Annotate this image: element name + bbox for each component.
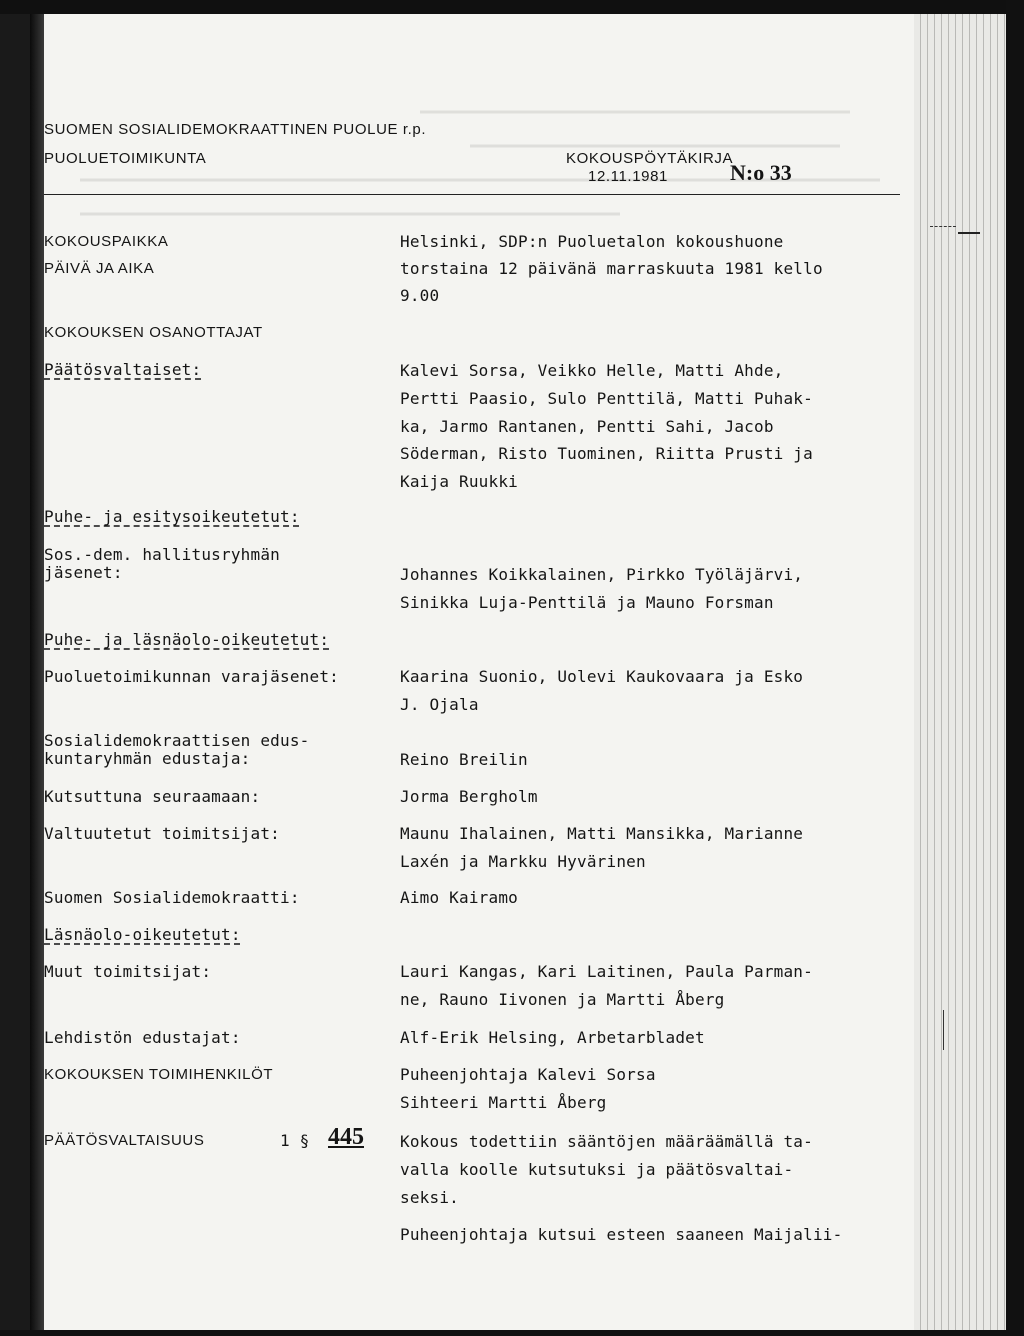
label-meeting-place: KOKOUSPAIKKA: [44, 233, 169, 250]
margin-bar: [943, 1010, 944, 1050]
value-parliamentary-group-1: Johannes Koikkalainen, Pirkko Työläjärvi,: [400, 565, 804, 584]
meeting-date: 12.11.1981: [588, 168, 668, 185]
value-quorum-3: seksi.: [400, 1188, 459, 1207]
label-deputy-members: Puoluetoimikunnan varajäsenet:: [44, 667, 339, 686]
label-other-officials: Muut toimitsijat:: [44, 962, 212, 981]
value-quorum-1: Kokous todettiin sääntöjen määräämällä ta-: [400, 1132, 813, 1151]
margin-mark: [930, 226, 956, 228]
value-deputy-members-2: J. Ojala: [400, 695, 479, 714]
margin-tick: [958, 232, 980, 234]
value-voting-members-2: Pertti Paasio, Sulo Penttilä, Matti Puhak-: [400, 389, 813, 408]
committee-name: PUOLUETOIMIKUNTA: [44, 150, 207, 167]
document-type: KOKOUSPÖYTÄKIRJA: [566, 150, 734, 167]
value-other-officials-2: ne, Rauno Iivonen ja Martti Åberg: [400, 990, 725, 1009]
party-name: SUOMEN SOSIALIDEMOKRAATTINEN PUOLUE r.p.: [44, 121, 427, 138]
value-other-officials-1: Lauri Kangas, Kari Laitinen, Paula Parman-: [400, 962, 813, 981]
value-voting-members-5: Kaija Ruukki: [400, 472, 518, 491]
label-participants: KOKOUKSEN OSANOTTAJAT: [44, 324, 263, 341]
label-group-representative-cont: kuntaryhmän edustaja:: [44, 749, 251, 768]
section-number: 1 §: [280, 1131, 310, 1150]
binding-strip: [30, 14, 44, 1330]
value-voting-members-1: Kalevi Sorsa, Veikko Helle, Matti Ahde,: [400, 361, 784, 380]
value-voting-members-4: Söderman, Risto Tuominen, Riitta Prusti ja: [400, 444, 813, 463]
value-invited: Jorma Bergholm: [400, 787, 538, 806]
value-parliamentary-group-2: Sinikka Luja-Penttilä ja Mauno Forsman: [400, 593, 774, 612]
value-chairman: Puheenjohtaja Kalevi Sorsa: [400, 1065, 656, 1084]
page-stack-edge: [914, 14, 1006, 1330]
label-newspaper: Suomen Sosialidemokraatti:: [44, 888, 300, 907]
continuation-text: Puheenjohtaja kutsui esteen saaneen Maijalii-: [400, 1225, 843, 1244]
label-quorum: PÄÄTÖSVALTAISUUS: [44, 1132, 205, 1149]
value-quorum-2: valla koolle kutsutuksi ja päätösvaltai-: [400, 1160, 794, 1179]
header-rule: [44, 194, 900, 195]
label-invited: Kutsuttuna seuraamaan:: [44, 787, 261, 806]
label-attendance-only: Läsnäolo-oikeutetut:: [44, 925, 241, 944]
label-officials: Valtuutetut toimitsijat:: [44, 824, 280, 843]
scan-top-edge: [0, 0, 1024, 14]
value-voting-members-3: ka, Jarmo Rantanen, Pentti Sahi, Jacob: [400, 417, 774, 436]
value-newspaper: Aimo Kairamo: [400, 888, 518, 907]
label-attendance-rights: Puhe- ja läsnäolo-oikeutetut:: [44, 630, 330, 649]
value-date-time: torstaina 12 päivänä marraskuuta 1981 kello: [400, 259, 823, 278]
value-press: Alf-Erik Helsing, Arbetarbladet: [400, 1028, 705, 1047]
handwritten-number: 445: [328, 1124, 364, 1150]
label-parliamentary-group: Sos.-dem. hallitusryhmän: [44, 545, 280, 564]
value-date-time-cont: 9.00: [400, 286, 440, 305]
label-press: Lehdistön edustajat:: [44, 1028, 241, 1047]
scan-right-edge: [1006, 0, 1024, 1336]
value-officials-2: Laxén ja Markku Hyvärinen: [400, 852, 646, 871]
value-officials-1: Maunu Ihalainen, Matti Mansikka, Marianne: [400, 824, 804, 843]
label-voting-members: Päätösvaltaiset:: [44, 360, 202, 379]
number-annotation: N:o 33: [730, 160, 792, 185]
value-group-representative: Reino Breilin: [400, 750, 528, 769]
value-deputy-members-1: Kaarina Suonio, Uolevi Kaukovaara ja Esko: [400, 667, 804, 686]
value-secretary: Sihteeri Martti Åberg: [400, 1093, 607, 1112]
label-date-time: PÄIVÄ JA AIKA: [44, 260, 155, 277]
scan-bottom-edge: [0, 1330, 1024, 1336]
label-parliamentary-group-cont: jäsenet:: [44, 563, 123, 582]
label-meeting-officers: KOKOUKSEN TOIMIHENKILÖT: [44, 1066, 274, 1083]
label-group-representative: Sosialidemokraattisen edus-: [44, 731, 310, 750]
label-speaking-rights: Puhe- ja esitysoikeutetut:: [44, 507, 300, 526]
value-meeting-place: Helsinki, SDP:n Puoluetalon kokoushuone: [400, 232, 784, 251]
